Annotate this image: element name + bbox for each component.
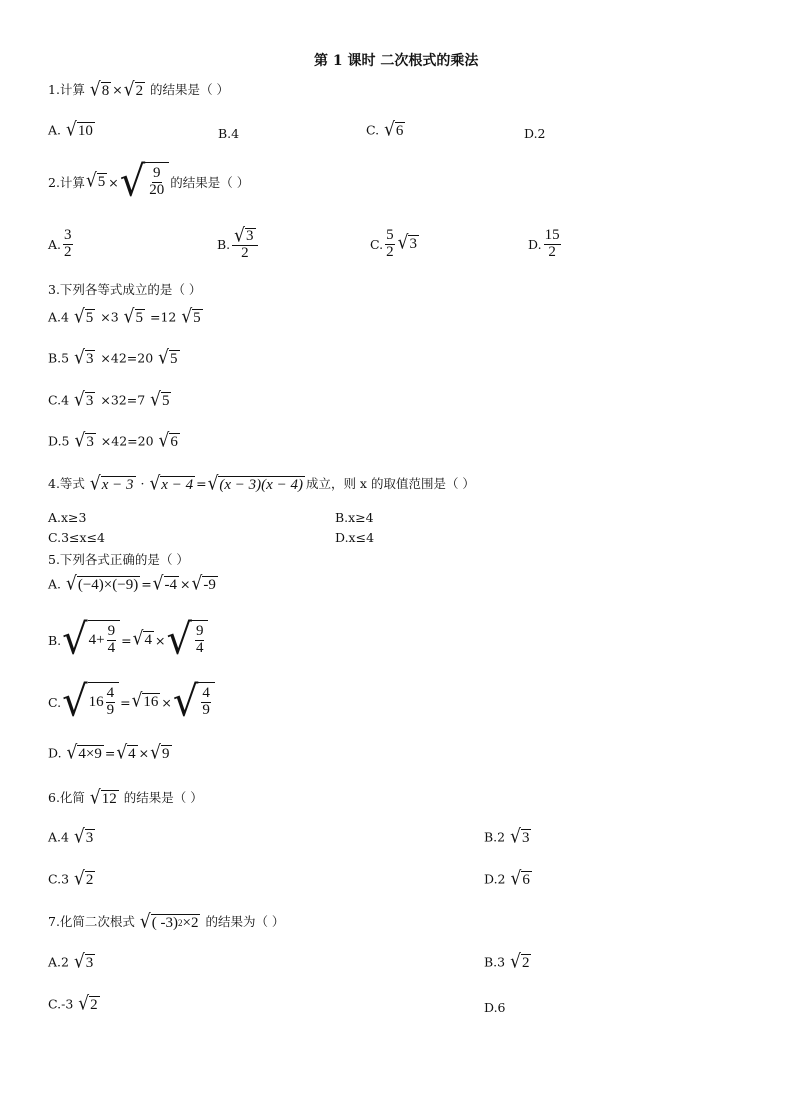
radical-sign: √ [89, 472, 101, 495]
math-text: A.4 [48, 309, 73, 325]
radical-sign: √ [74, 867, 85, 890]
fraction [544, 228, 561, 261]
math-text: （ ） [445, 476, 475, 491]
q3-option-a[interactable] [48, 305, 204, 328]
radicand [145, 162, 169, 202]
math-text: × [112, 82, 123, 97]
radicand: 5 [135, 310, 143, 326]
math-text: ×2 [182, 914, 199, 931]
radical [172, 677, 215, 727]
math-text: B.5 [48, 350, 74, 366]
radicand: 3 [246, 228, 254, 245]
math-text: （ ） [173, 790, 203, 805]
math-text: 5.下列各式正确的是 [48, 552, 160, 567]
radical [510, 867, 531, 890]
math-text: = [121, 632, 132, 648]
radical [73, 825, 95, 848]
denominator: 9 [106, 702, 115, 718]
radical-sign: √ [74, 346, 85, 369]
radical-sign: √ [207, 472, 219, 495]
numerator: 3 [64, 227, 72, 243]
radical-sign: √ [152, 572, 164, 595]
radical-sign: √ [123, 78, 135, 101]
radical-sign: √ [172, 677, 199, 727]
radical [234, 224, 255, 248]
math-text: （ ） [172, 282, 202, 297]
radical-sign: √ [85, 169, 97, 192]
math-text: 的结果是 [146, 82, 201, 97]
fraction [106, 686, 116, 719]
math-text: C. [366, 122, 384, 138]
radical-sign: √ [66, 741, 78, 764]
radicand: 3 [86, 434, 94, 450]
radicand: 4 [128, 746, 136, 762]
q4-option-a[interactable]: A.x≥3 [48, 510, 87, 525]
radical-sign: √ [510, 825, 521, 848]
math-text: 成立，则 x 的取值范围是 [305, 476, 446, 491]
radicand: 2 [521, 955, 530, 971]
math-text: A. [48, 122, 65, 138]
page-title: 第 1 课时 二次根式的乘法 [314, 53, 479, 69]
radicand: 3 [85, 830, 94, 846]
math-text: D. [528, 236, 542, 252]
math-text: 2.计算 [48, 175, 85, 190]
radical [510, 825, 531, 848]
radical [149, 472, 195, 495]
math-text: A.2 [48, 954, 73, 970]
radical [89, 78, 111, 101]
math-text: 16 [88, 694, 104, 710]
radicand [88, 682, 120, 722]
radicand: 6 [522, 872, 530, 888]
radical [166, 615, 208, 665]
q1-option-b[interactable]: B.4 [218, 126, 240, 141]
math-text: 1.计算 [48, 82, 89, 97]
radicand: 9 [162, 746, 170, 762]
radical [65, 572, 140, 595]
radicand: 3 [521, 830, 530, 846]
radicand: 12 [101, 790, 117, 807]
fraction [385, 228, 395, 261]
math-text: （ ） [220, 175, 250, 190]
q7-option-c[interactable] [48, 992, 101, 1015]
numerator: 4 [202, 685, 210, 702]
radical-sign: √ [123, 305, 135, 328]
q4-option-c[interactable]: C.3≤x≤4 [48, 530, 105, 545]
radical-sign: √ [181, 305, 193, 328]
radicand: 5 [193, 310, 201, 326]
radical [132, 627, 154, 650]
radical-sign: √ [166, 615, 192, 665]
radicand: 4 [144, 632, 152, 648]
math-text: × [161, 694, 172, 710]
radicand: (x − 3)(x − 4) [219, 476, 303, 493]
radical [89, 786, 119, 809]
denominator: 2 [386, 243, 394, 260]
denominator: 9 [202, 702, 210, 718]
math-text: 的结果为 [201, 914, 256, 929]
question-4-stem [48, 474, 475, 494]
radical-sign: √ [73, 825, 85, 848]
math-text: C. [370, 236, 384, 252]
q4-option-d[interactable]: D.x≤4 [335, 530, 375, 545]
radicand: ( -3) 2 ×2 [151, 914, 199, 931]
q6-option-c[interactable] [48, 867, 96, 890]
radical [384, 118, 405, 141]
radicand: 10 [77, 123, 93, 139]
math-text: ×42=20 [96, 433, 158, 449]
radical-sign: √ [62, 615, 88, 665]
q1-option-d[interactable]: D.2 [524, 126, 546, 141]
radical-sign: √ [150, 741, 161, 764]
radical [181, 305, 202, 328]
radical [85, 169, 107, 192]
radicand [88, 620, 120, 660]
radical-sign: √ [510, 867, 522, 890]
math-text: ( -3) [151, 914, 178, 931]
radicand: -9 [203, 577, 216, 593]
fraction [148, 166, 165, 199]
radicand [192, 620, 209, 660]
question-5-stem [48, 550, 189, 568]
radical-sign: √ [78, 992, 90, 1015]
radical [150, 741, 171, 764]
q7-option-b[interactable] [484, 950, 532, 973]
radical [66, 741, 104, 764]
q3-option-b[interactable] [48, 346, 181, 369]
question-3-stem [48, 280, 201, 298]
fraction [63, 228, 73, 261]
radical-sign: √ [89, 78, 101, 101]
fraction [107, 624, 117, 657]
math-text: A. [48, 576, 65, 592]
radical-sign: √ [132, 627, 144, 650]
radicand: 2 [90, 997, 98, 1013]
denominator: 2 [548, 243, 556, 260]
radical [74, 867, 95, 890]
math-text: × [138, 745, 150, 761]
q7-option-a[interactable] [48, 950, 96, 973]
math-text: 3.下列各等式成立的是 [48, 282, 173, 297]
math-text: × [154, 632, 166, 648]
radical-sign: √ [150, 388, 161, 411]
q1-option-a[interactable] [48, 118, 96, 141]
radical [74, 429, 95, 452]
math-text: A. [48, 236, 62, 252]
radical-sign: √ [74, 388, 85, 411]
radical [73, 950, 95, 973]
radical [158, 429, 180, 452]
radical [131, 689, 161, 712]
math-text: （ ） [255, 914, 285, 929]
radicand: 5 [170, 351, 178, 367]
radical-sign: √ [191, 572, 203, 595]
math-text: B. [48, 632, 62, 648]
denominator: 20 [149, 182, 165, 198]
q2-option-c[interactable] [370, 228, 420, 261]
denominator: 2 [64, 243, 72, 260]
math-text: ×42=20 [96, 350, 158, 366]
radical-sign: √ [158, 429, 170, 452]
radical-sign: √ [149, 472, 161, 495]
radical [123, 78, 145, 101]
radicand: 3 [409, 236, 417, 253]
math-text: = [104, 745, 116, 761]
radicand: 5 [161, 393, 170, 409]
radicand: x − 3 [101, 476, 134, 493]
radical [74, 346, 95, 369]
radicand: 6 [395, 123, 404, 139]
radical-sign: √ [65, 118, 77, 141]
radical-sign: √ [119, 157, 146, 207]
math-text: （ ） [200, 82, 230, 97]
q5-option-b[interactable] [48, 615, 209, 665]
radical [78, 992, 99, 1015]
radicand [198, 682, 215, 722]
numerator: 9 [195, 623, 204, 640]
math-text: 7.化简二次根式 [48, 914, 139, 929]
math-text: D. [48, 745, 66, 761]
numerator: 9 [153, 165, 161, 182]
radical [152, 572, 179, 595]
math-text: D.5 [48, 433, 74, 449]
radicand: 2 [135, 82, 144, 99]
radicand: 3 [85, 955, 94, 971]
math-text: 的结果是 [119, 790, 174, 805]
radical [89, 472, 136, 495]
math-text: × [180, 576, 191, 592]
question-2-stem [48, 157, 250, 207]
math-text: 的结果是 [170, 175, 221, 190]
math-text: · [136, 476, 149, 491]
fraction [195, 624, 205, 657]
math-text: = [196, 476, 207, 491]
radical-sign: √ [131, 689, 143, 712]
math-text: = [120, 694, 131, 710]
radical [74, 388, 95, 411]
radical [65, 118, 95, 141]
radical [207, 472, 305, 495]
question-1-stem [48, 80, 229, 100]
math-text: =12 [146, 309, 181, 325]
radicand: 6 [170, 434, 178, 450]
radical [62, 677, 119, 727]
radical-sign: √ [384, 118, 395, 141]
math-text: C.4 [48, 392, 74, 408]
radical [123, 305, 145, 328]
radical-sign: √ [73, 305, 85, 328]
radical-sign: √ [74, 429, 86, 452]
q2-option-b[interactable] [217, 224, 260, 262]
math-text: B.3 [484, 954, 510, 970]
radical-sign: √ [158, 346, 169, 369]
radical [191, 572, 218, 595]
radical-sign: √ [116, 741, 128, 764]
radical [116, 741, 137, 764]
math-text: C.3 [48, 871, 74, 887]
radical-sign: √ [65, 572, 77, 595]
radicand: 8 [101, 82, 110, 99]
radical [62, 615, 120, 665]
radical-sign: √ [397, 232, 409, 255]
denominator: 2 [241, 245, 249, 261]
math-text: 6.化简 [48, 790, 89, 805]
math-text: C.-3 [48, 996, 78, 1012]
q2-option-d[interactable] [528, 228, 563, 261]
q3-option-d[interactable] [48, 429, 181, 452]
radical-sign: √ [73, 950, 85, 973]
math-text: 4.等式 [48, 476, 89, 491]
radical-sign: √ [234, 224, 246, 248]
radicand: (−4)×(−9) [77, 577, 139, 593]
math-text: B.2 [484, 829, 510, 845]
fraction [201, 686, 211, 719]
q6-option-a[interactable] [48, 825, 96, 848]
radical [510, 950, 531, 973]
radical-sign: √ [62, 677, 88, 727]
radical [150, 388, 171, 411]
radical [73, 305, 95, 328]
q6-option-b[interactable] [484, 825, 532, 848]
numerator: 15 [544, 227, 560, 243]
radical [139, 910, 201, 933]
math-text: D.2 [484, 871, 510, 887]
q2-option-a[interactable] [48, 228, 75, 261]
radical [119, 157, 170, 207]
q6-option-d[interactable] [484, 867, 533, 890]
radicand: -4 [164, 577, 178, 593]
numerator: 4 [106, 685, 115, 702]
radical-sign: √ [89, 786, 101, 809]
radical-sign: √ [139, 910, 151, 933]
radicand: 2 [85, 872, 94, 888]
radical [158, 346, 179, 369]
q7-option-d[interactable]: D.6 [484, 1000, 506, 1015]
question-6-stem [48, 788, 203, 808]
radicand: 4×9 [78, 746, 102, 762]
math-text: × [108, 174, 119, 190]
math-text: ×3 [96, 309, 123, 325]
math-text: = [141, 576, 152, 592]
math-text: ×32=7 [96, 392, 150, 408]
denominator: 4 [195, 640, 204, 656]
radicand: x − 4 [161, 476, 194, 493]
radicand: 3 [85, 351, 94, 367]
math-text: 4+ [88, 632, 105, 648]
numerator: 5 [386, 227, 394, 243]
q4-option-b[interactable]: B.x≥4 [335, 510, 374, 525]
numerator [232, 224, 257, 248]
radicand: 5 [97, 174, 106, 190]
math-text: B. [217, 237, 231, 253]
math-text: C. [48, 694, 62, 710]
radicand: 3 [85, 393, 94, 409]
radical [397, 232, 419, 255]
q5-option-c[interactable] [48, 677, 216, 727]
q5-option-a[interactable] [48, 572, 219, 595]
question-7-stem [48, 912, 284, 932]
radicand: 5 [85, 310, 94, 326]
q5-option-d[interactable] [48, 741, 173, 764]
fraction [232, 224, 257, 262]
radicand: 16 [143, 694, 159, 710]
radical-sign: √ [510, 950, 521, 973]
denominator: 4 [107, 640, 116, 656]
q1-option-c[interactable] [366, 118, 406, 141]
q3-option-c[interactable] [48, 388, 172, 411]
math-text: A.4 [48, 829, 73, 845]
numerator: 9 [107, 623, 116, 640]
math-text: （ ） [159, 552, 189, 567]
